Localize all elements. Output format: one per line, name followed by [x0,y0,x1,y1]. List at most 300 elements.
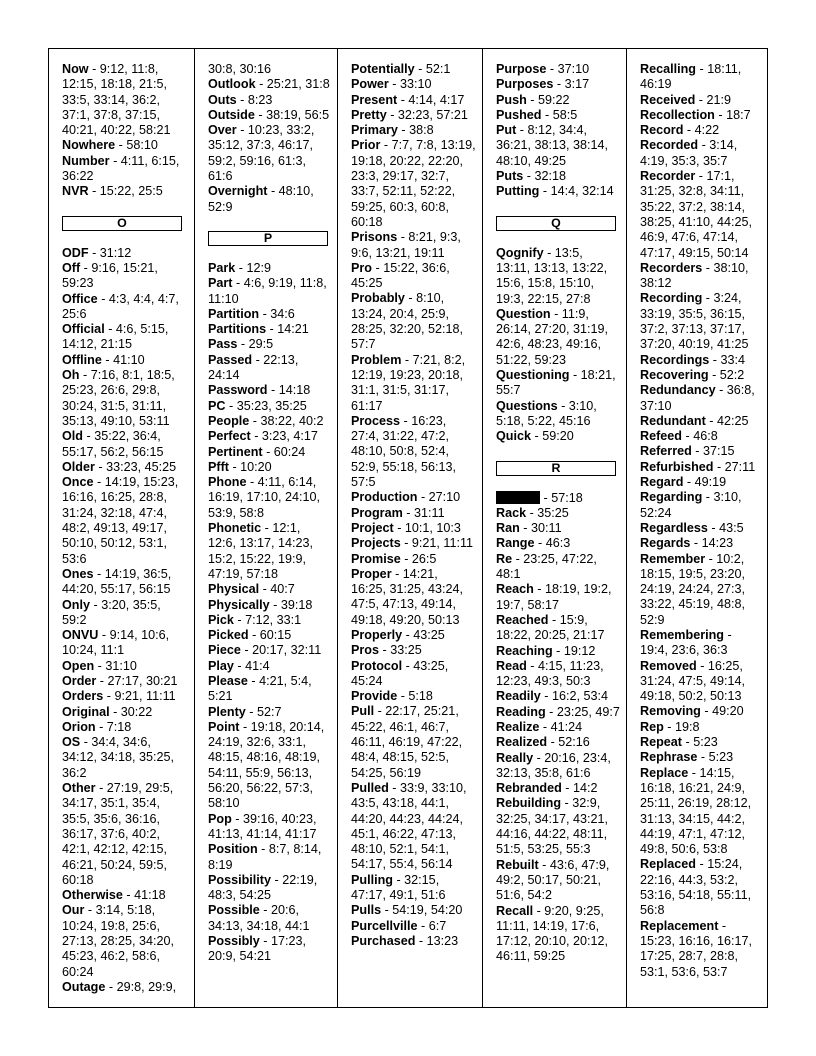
index-entry [496,582,620,613]
entry-references: - 38:19, 56:5 [254,107,330,122]
entry-references: - 15:23, 16:16, 16:17, 17:25, 28:7, 28:8, 53:1, 53:6, 53:7 [640,918,753,979]
index-entry [496,123,620,169]
index-entry [208,414,331,429]
index-entry [640,444,761,459]
entry-references: - 3:10, 52:24 [640,490,742,520]
entry-references: - 43:25, 45:24 [351,658,449,688]
entry-term: Realize [496,719,540,734]
redacted-term [496,491,540,504]
entry-references: - 35:22, 36:4, 55:17, 56:2, 56:15 [62,429,164,459]
index-entry [496,735,620,750]
index-column-1 [49,49,194,1007]
entry-term: Put [496,123,517,138]
entry-term: Recalling [640,62,696,76]
index-entry [496,751,620,782]
entry-references: - 7:7, 7:8, 13:19, 19:18, 20:22, 22:20, 23:3, 29:17, 32:7, 33:7, 52:11, 52:22, 59:25, 60:3, 60:8, 60:18 [351,138,476,229]
entry-term: Provide [351,689,398,704]
entry-references: - 8:7, 8:14, 8:19 [208,842,322,872]
entry-term: Question [496,306,551,321]
index-entry [496,246,620,307]
entry-term: Ran [496,521,520,536]
index-entry [640,919,761,980]
entry-references: - 20:6, 34:13, 34:18, 44:1 [208,903,310,933]
entry-term: Outlook [208,77,256,92]
entry-term: Production [351,490,418,505]
entry-term: Purposes [496,77,554,92]
entry-references: - 4:11, 6:15, 36:22 [62,153,180,184]
entry-term: NVR [62,184,89,199]
entry-references: - 25:21, 31:8 [255,77,330,92]
index-entry [351,552,476,567]
index-entry [208,582,331,597]
index-entry [62,980,188,995]
index-entry [62,888,188,903]
index-entry [496,536,620,551]
entry-references: - 5:18 [397,689,433,704]
index-entry [208,62,331,77]
index-entry [351,643,476,658]
entry-term: Regarding [640,490,703,505]
entry-references: - 19:18, 20:14, 24:19, 32:6, 33:1, 48:15, 48:16, 48:19, 54:11, 55:9, 56:13, 56:20, 56:22, 57:3, 58:10 [208,719,325,811]
entry-term: Overnight [208,184,268,199]
entry-term: Pulling [351,872,393,887]
entry-term: Puts [496,169,524,184]
entry-references: - 34:6 [259,306,295,321]
entry-term: Push [496,92,527,107]
entry-term: Range [496,536,535,551]
entry-references: - 43:25 [402,627,445,642]
entry-term: Pfft [208,459,229,474]
index-entry [62,184,188,199]
entry-term: Pick [208,612,234,627]
entry-references: - 41:24 [539,719,583,734]
entry-references: - 60:24 [262,444,306,459]
index-entry [208,705,331,720]
entry-references: - 41:18 [122,888,166,903]
entry-references: - 4:3, 4:4, 4:7, 25:6 [62,291,179,321]
entry-term: Office [62,291,98,306]
entry-term: Piece [208,643,241,658]
entry-references: - 13:5, 13:11, 13:13, 13:22, 15:6, 15:8, 15:10, 19:3, 22:15, 27:8 [496,245,608,306]
index-entry [208,674,331,705]
entry-term: Primary [351,123,398,138]
index-entry [640,429,761,444]
entry-term: Refeed [640,429,682,444]
index-entry [351,873,476,904]
entry-term: Physical [208,582,260,597]
entry-term: Passed [208,352,253,367]
index-entry [351,138,476,230]
entry-term: Reached [496,612,549,627]
entry-term: Removing [640,704,701,719]
entry-references: - 34:4, 34:6, 34:12, 34:18, 35:25, 36:2 [62,735,175,780]
index-entry [62,567,188,598]
index-entry [640,383,761,414]
index-entry [62,705,188,720]
index-entry [496,399,620,430]
letter-heading: R [496,461,616,476]
entry-term: Recorder [640,169,696,184]
entry-term: PC [208,398,226,413]
index-entry [496,705,620,720]
index-column-5 [626,49,767,1007]
index-entry [62,659,188,674]
index-entry [351,490,476,505]
index-entry [208,184,331,215]
entry-references: - 27:19, 29:5, 34:17, 35:1, 35:4, 35:5, 35:6, 36:16, 36:17, 37:6, 40:2, 42:1, 42:12, 42:15, 46:21, 50:24, 59:5, 60:18 [62,781,174,887]
entry-references: - 22:13, 24:14 [208,352,299,383]
entry-references: - 17:23, 20:9, 54:21 [208,934,307,964]
index-entry [208,842,331,873]
index-entry [496,307,620,368]
index-entry [208,934,331,965]
index-entry [208,337,331,352]
index-entry [62,475,188,567]
index-entry [208,77,331,92]
entry-references: - 41:10 [101,352,145,367]
index-entry [208,521,331,582]
entry-term: Read [496,658,527,673]
entry-term: Protocol [351,658,403,673]
index-entry [208,720,331,812]
index-entry [351,628,476,643]
index-entry [351,704,476,780]
entry-term: Readily [496,689,541,704]
entry-term: Possibility [208,872,271,887]
entry-term: Purchased [351,933,416,948]
entry-references: - 3:10, 5:18, 5:22, 45:16 [496,398,597,428]
entry-term: Realized [496,735,548,750]
index-entry [351,261,476,292]
index-entry [640,766,761,858]
entry-references: - 3:17 [553,77,590,92]
index-entry [496,368,620,399]
entry-term: Outside [208,107,255,122]
entry-references: - 43:5 [707,520,744,535]
entry-term: Otherwise [62,888,123,903]
entry-term: Remember [640,551,706,566]
entry-references: - 43:6, 47:9, 49:2, 50:17, 50:21, 51:6, 54:2 [496,857,610,903]
entry-term: Older [62,459,95,474]
index-entry [496,108,620,123]
entry-references: - 46:3 [534,536,571,551]
index-entry [351,414,476,490]
entry-term: Once [62,475,94,490]
entry-term: Now [62,62,89,76]
index-entry [351,919,476,934]
index-entry [208,628,331,643]
index-entry [640,536,761,551]
index-entry [640,552,761,628]
index-entry [208,383,331,398]
entry-term: Properly [351,627,403,642]
entry-references: - 35:23, 35:25 [225,398,307,413]
index-entry [640,261,761,292]
entry-references: - 20:16, 23:4, 32:13, 35:8, 61:6 [496,750,611,780]
entry-references: - 7:16, 8:1, 18:5, 25:23, 26:6, 29:8, 30:24, 31:5, 31:11, 35:13, 49:10, 53:11 [62,368,175,428]
entry-references: - 52:2 [708,367,745,382]
entry-term: Proper [351,566,392,581]
entry-term: Purpose [496,62,547,76]
index-entry [62,322,188,353]
index-entry [640,93,761,108]
index-entry [496,644,620,659]
index-entry [496,904,620,965]
entry-term: Orders [62,689,104,704]
entry-references: - 16:25, 31:24, 47:5, 49:14, 49:18, 50:2, 50:13 [640,658,746,704]
index-entry [62,138,188,153]
entry-term: ODF [62,245,89,260]
entry-term: Open [62,658,95,673]
entry-references: - 52:16 [547,735,590,750]
entry-term: Please [208,673,248,688]
entry-term: Possible [208,903,260,918]
index-entry [351,521,476,536]
index-entry [62,353,188,368]
index-entry [62,628,188,659]
index-entry [351,93,476,108]
index-entry [351,123,476,138]
index-entry [640,490,761,521]
index-entry [208,353,331,384]
entry-term: Rep [640,719,664,734]
entry-references: - 58:5 [541,107,578,122]
index-entry [496,506,620,521]
entry-term: Questioning [496,368,570,383]
index-entry [62,781,188,888]
entry-term: Regard [640,475,684,490]
entry-term: Phone [208,475,247,490]
index-entry [351,108,476,123]
entry-references: - 18:7 [714,107,751,122]
entry-term: Pass [208,337,238,352]
entry-term: Rephrase [640,750,698,765]
entry-term: Recording [640,291,703,306]
entry-references: - 3:24, 33:19, 35:5, 36:15, 37:2, 37:13, 37:17, 37:20, 40:19, 41:25 [640,291,749,352]
entry-references: - 16:2, 53:4 [540,689,609,704]
entry-term: Pull [351,704,375,719]
entry-term: Off [62,260,81,275]
entry-references: - 33:23, 45:25 [94,459,177,474]
index-entry [208,307,331,322]
letter-heading: Q [496,216,616,231]
entry-term: Phonetic [208,521,262,536]
index-entry [351,536,476,551]
entry-references: - 19:12 [552,643,596,658]
index-entry [62,368,188,429]
entry-term: Recollection [640,107,715,122]
index-entry [351,934,476,949]
entry-term: Recorders [640,260,703,275]
entry-references: - 9:20, 9:25, 11:11, 14:19, 17:6, 17:12, 20:10, 20:12, 46:11, 59:25 [496,903,609,964]
entry-references: - 29:5 [237,337,274,352]
entry-term: Position [208,842,258,857]
index-entry [496,796,620,857]
entry-term: Play [208,658,234,673]
index-entry [351,506,476,521]
entry-term: Present [351,92,398,107]
index-page [48,48,768,1008]
index-entry [640,123,761,138]
index-entry [351,353,476,414]
entry-term: Rack [496,505,527,520]
entry-term: Rebuilt [496,857,539,872]
entry-term: Password [208,383,268,398]
index-entry [62,460,188,475]
index-entry [351,567,476,628]
entry-references: - 6:7 [417,918,447,933]
entry-references: - 58:10 [115,138,158,153]
index-entry [496,169,620,184]
entry-references: - 8:21, 9:3, 9:6, 13:21, 19:11 [351,230,461,260]
index-entry [208,873,331,904]
index-entry [640,169,761,261]
entry-references: - 14:21, 16:25, 31:25, 43:24, 47:5, 47:13, 49:14, 49:18, 49:20, 50:13 [351,566,464,627]
index-entry [640,720,761,735]
entry-references: - 5:23 [697,750,734,765]
index-entry [496,613,620,644]
entry-references: - 8:10, 13:24, 20:4, 25:9, 28:25, 32:20, 52:18, 57:7 [351,291,464,352]
entry-references: - 14:23 [690,536,734,551]
entry-references: - 14:15, 16:18, 16:21, 24:9, 25:11, 26:19, 28:12, 31:13, 34:15, 44:2, 44:19, 47:1, 47:12, 49:8, 50:6, 53:8 [640,765,752,857]
index-entry [640,659,761,705]
entry-references: - 18:21, 55:7 [496,368,616,398]
entry-term: Reach [496,582,534,597]
entry-references: - 30:11 [519,521,562,536]
entry-references: - 15:24, 22:16, 44:3, 53:2, 53:16, 54:18, 55:11, 56:8 [640,857,752,918]
index-entry [640,628,761,659]
entry-references: - 33:10 [388,77,432,92]
entry-references: - 38:10, 38:12 [640,260,749,291]
entry-references: - 3:14, 5:18, 10:24, 19:8, 25:6, 27:13, 28:25, 34:20, 45:23, 46:2, 58:6, 60:24 [62,903,175,979]
entry-term: Redundant [640,413,706,428]
letter-heading: P [208,231,328,246]
entry-references: - 27:11 [713,459,756,474]
entry-references: - 18:19, 19:2, 19:7, 58:17 [496,582,612,612]
entry-term: Partitions [208,322,267,337]
entry-term: Pretty [351,107,387,122]
entry-references: - 12:9 [235,260,272,275]
entry-references: - 59:20 [531,429,574,444]
entry-references: - 15:9, 18:22, 20:25, 21:17 [496,612,605,643]
index-entry [208,108,331,123]
index-entry [640,857,761,918]
entry-term: Perfect [208,429,251,444]
entry-term: Really [496,750,534,765]
entry-term: Putting [496,184,540,199]
index-entry [208,445,331,460]
index-entry [208,123,331,184]
index-entry [640,353,761,368]
entry-references: - 54:19, 54:20 [381,903,463,918]
index-entry [496,689,620,704]
entry-references: - 5:23 [682,735,718,750]
entry-references: - 30:22 [109,704,153,719]
entry-references: - 31:10 [94,658,137,673]
index-entry [62,154,188,185]
entry-references: 30:8, 30:16 [208,62,272,76]
entry-references: - 40:7 [259,582,295,597]
index-entry [496,720,620,735]
entry-references: - 38:8 [397,123,434,138]
entry-references: - 13:23 [415,933,459,948]
entry-term: Recovering [640,367,709,382]
index-entry [496,491,620,506]
index-entry [496,521,620,536]
entry-term: Pro [351,260,372,275]
entry-references: - 41:4 [233,658,270,673]
entry-references: - 52:7 [245,704,282,719]
entry-term: Repeat [640,735,682,750]
entry-references: - 4:15, 11:23, 12:23, 49:3, 50:3 [496,658,604,689]
entry-references: - 52:1 [414,62,451,76]
entry-references: - 49:19 [683,475,727,490]
entry-term: Pulled [351,780,389,795]
entry-term: Project [351,520,394,535]
entry-references: - 22:17, 25:21, 45:22, 46:1, 46:7, 46:11, 46:19, 47:22, 48:4, 48:15, 52:5, 54:25, 56:19 [351,704,463,780]
index-entry [640,368,761,383]
entry-term: Recordings [640,352,710,367]
entry-references: - 57:18 [540,490,583,505]
index-entry [208,643,331,658]
entry-references: - 4:21, 5:4, 5:21 [208,673,312,704]
entry-term: Regards [640,536,691,551]
index-entry [62,689,188,704]
index-entry [208,261,331,276]
entry-references: - 4:22 [683,123,720,138]
index-entry [208,903,331,934]
index-entry [351,62,476,77]
entry-term: Referred [640,444,692,459]
entry-references: - 32:18 [523,169,567,184]
entry-term: Oh [62,368,80,383]
entry-references: - 10:20 [228,459,272,474]
entry-term: Nowhere [62,138,116,153]
entry-term: Reaching [496,643,553,658]
entry-term: Point [208,719,240,734]
index-entry [208,460,331,475]
entry-term: Problem [351,352,402,367]
index-entry [496,858,620,904]
index-entry [640,735,761,750]
entry-term: Recall [496,903,534,918]
entry-references: - 38:22, 40:2 [249,413,324,428]
index-entry [208,598,331,613]
entry-term: Order [62,673,97,688]
entry-references: - 49:20 [700,704,744,719]
entry-term: Pushed [496,107,542,122]
entry-references: - 3:20, 35:5, 59:2 [62,597,161,627]
entry-term: Other [62,781,96,796]
entry-term: OS [62,735,81,750]
index-entry [351,230,476,261]
index-entry [208,659,331,674]
index-entry [496,552,620,583]
index-entry [208,322,331,337]
entry-term: Re [496,551,513,566]
index-entry [208,613,331,628]
entry-references: - 8:23 [236,92,273,107]
index-entry [62,674,188,689]
index-entry [208,475,331,521]
entry-term: Power [351,77,389,92]
entry-references: - 37:15 [691,444,735,459]
entry-references: - 16:23, 27:4, 31:22, 47:2, 48:10, 50:8, 52:4, 52:9, 55:18, 56:13, 57:5 [351,413,457,490]
index-entry [208,276,331,307]
index-entry [640,62,761,93]
index-entry [351,903,476,918]
entry-references: - 4:11, 6:14, 16:19, 17:10, 24:10, 53:9, 58:8 [208,475,321,520]
